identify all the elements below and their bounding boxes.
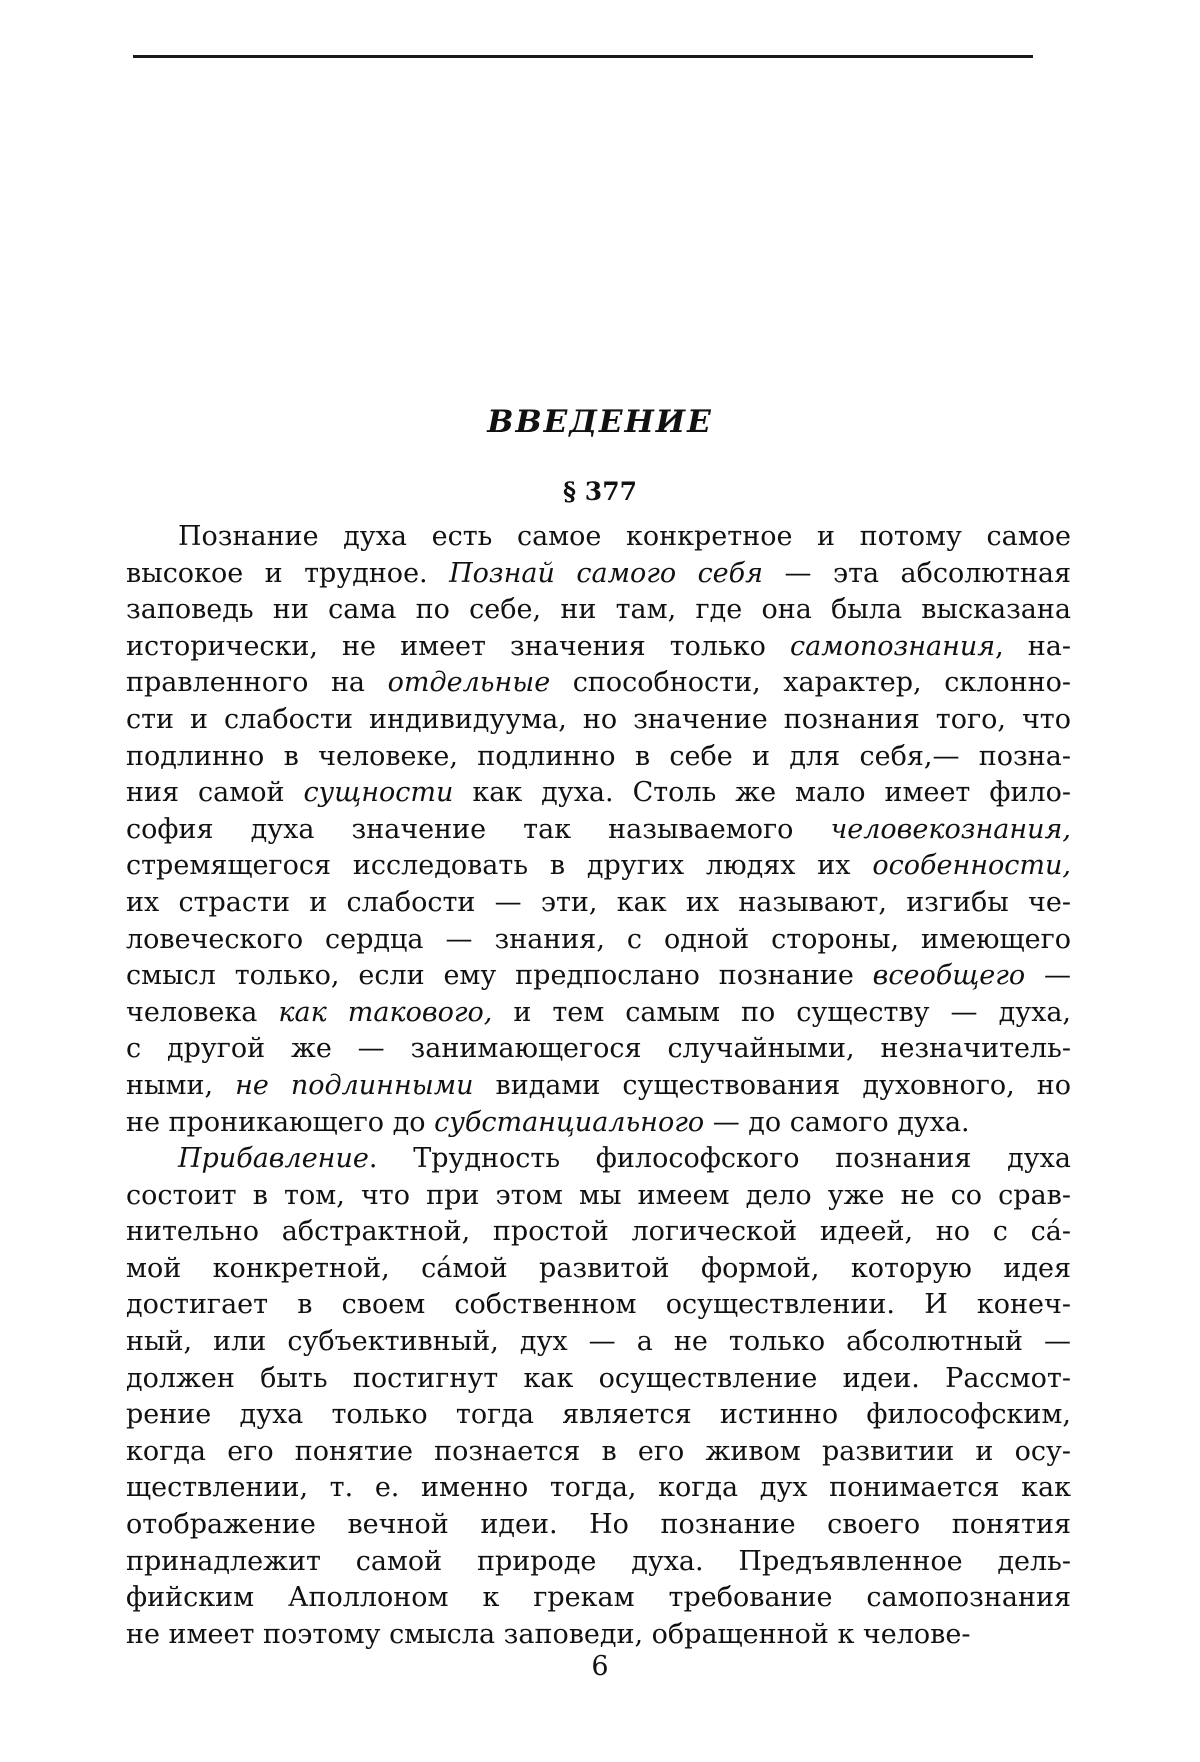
text-segment: ный, или субъективный, дух — а не только абсолютный — — [126, 1326, 1071, 1358]
text-segment: ными, — [126, 1069, 236, 1101]
text-segment: состоит в том, что при этом мы имеем дело уже не со срав- — [126, 1179, 1071, 1211]
text-segment: ния самой — [126, 777, 304, 809]
text-segment: софия духа значение так называемого — [126, 813, 831, 845]
emphasis-text: особенности, — [872, 850, 1071, 882]
emphasis-text: сущности — [303, 777, 454, 809]
text-segment: Познание духа есть самое конкретное и потому самое — [178, 521, 1071, 552]
text-segment: , на- — [995, 630, 1071, 662]
text-segment: ловеческого сердца — знания, с одной стороны, имеющего — [126, 923, 1071, 955]
text-segment: с другой же — занимающегося случайными, незначитель- — [126, 1033, 1071, 1065]
text-line — [126, 665, 1071, 702]
text-segment: способности, характер, склонно- — [550, 667, 1071, 699]
text-line — [126, 1397, 1071, 1434]
text-line — [126, 1507, 1071, 1544]
text-line — [126, 848, 1071, 885]
page-number: 6 — [591, 1651, 609, 1682]
paragraph — [126, 1141, 1071, 1653]
emphasis-text: отдельные — [387, 667, 551, 699]
text-segment: должен быть постигнут как осуществление идеи. Рассмот- — [126, 1362, 1071, 1394]
text-line — [126, 702, 1071, 739]
text-line — [126, 922, 1071, 959]
text-line — [126, 885, 1071, 922]
text-segment: их страсти и слабости — эти, как их называют, изгибы че- — [126, 886, 1071, 918]
body-text — [126, 519, 1071, 1653]
emphasis-text: человекознания, — [830, 813, 1071, 845]
text-line — [126, 1544, 1071, 1581]
text-line — [126, 1214, 1071, 1251]
text-segment: принадлежит самой природе духа. Предъявленное дель- — [126, 1545, 1071, 1577]
text-segment: не проникающего до — [126, 1106, 435, 1138]
emphasis-text: самопознания — [789, 630, 996, 662]
text-segment: как духа. Столь же мало имеет фило- — [453, 777, 1071, 809]
text-line — [126, 1470, 1071, 1507]
chapter-title: ВВЕДЕНИЕ — [487, 404, 713, 440]
text-line — [126, 1617, 1071, 1654]
text-segment: видами существования духовного, но — [473, 1069, 1071, 1101]
text-line — [126, 556, 1071, 593]
text-segment: — до самого духа. — [704, 1106, 970, 1138]
text-line — [126, 1141, 1071, 1178]
text-segment: . Трудность философского познания духа — [368, 1143, 1071, 1175]
text-line — [126, 958, 1071, 995]
text-segment: ществлении, т. е. именно тогда, когда дух понимается как — [126, 1472, 1071, 1504]
text-segment: мой конкретной, cáмой развитой формой, которую идея — [126, 1252, 1071, 1284]
text-line — [126, 1251, 1071, 1288]
paragraph — [126, 519, 1071, 1141]
text-segment: достигает в своем собственном осуществлении. И конеч- — [126, 1289, 1071, 1321]
text-line — [126, 995, 1071, 1032]
text-segment: когда его понятие познается в его живом развитии и осу- — [126, 1435, 1071, 1467]
text-line — [126, 1434, 1071, 1471]
text-segment: подлинно в человеке, подлинно в себе и для себя,— позна- — [126, 740, 1071, 772]
top-rule — [133, 55, 1033, 58]
emphasis-text: не подлинными — [235, 1069, 474, 1101]
text-line — [126, 739, 1071, 776]
emphasis-text: всеобщего — [872, 960, 1026, 992]
text-line — [126, 812, 1071, 849]
text-segment: отображение вечной идеи. Но познание своего понятия — [126, 1509, 1071, 1541]
text-segment: — — [1025, 960, 1071, 992]
text-line — [126, 1361, 1071, 1398]
text-line — [126, 629, 1071, 666]
text-line — [126, 1068, 1071, 1105]
section-number: § 377 — [563, 477, 637, 506]
text-line — [126, 775, 1071, 812]
text-line — [126, 1287, 1071, 1324]
text-line — [126, 592, 1071, 629]
emphasis-text: Прибавление — [178, 1143, 369, 1175]
text-segment: высокое и трудное. — [126, 557, 450, 589]
text-line — [126, 1031, 1071, 1068]
text-line — [126, 1580, 1071, 1617]
text-segment: стремящегося исследовать в других людях их — [126, 850, 873, 882]
text-line — [126, 1105, 1071, 1142]
text-line — [126, 1324, 1071, 1361]
text-segment: не имеет поэтому смысла заповеди, обращенной к челове- — [126, 1618, 971, 1650]
text-line — [126, 519, 1071, 556]
text-segment: исторически, не имеет значения только — [126, 630, 790, 662]
text-segment: человека — [126, 996, 279, 1028]
text-segment: рение духа только тогда является истинно философским, — [126, 1399, 1071, 1431]
text-segment: правленного на — [126, 667, 388, 699]
text-segment: сти и слабости индивидуума, но значение познания того, что — [126, 703, 1071, 735]
text-segment: смысл только, если ему предпослано познание — [126, 960, 873, 992]
text-segment: нительно абстрактной, простой логической идеей, но с cá- — [126, 1216, 1071, 1248]
emphasis-text: субстанциального — [434, 1106, 705, 1138]
text-segment: и тем самым по существу — духа, — [492, 996, 1071, 1028]
text-segment: фийским Аполлоном к грекам требование самопознания — [126, 1582, 1071, 1614]
emphasis-text: как такового, — [278, 996, 493, 1028]
text-segment: заповедь ни сама по себе, ни там, где она была высказана — [126, 594, 1071, 626]
text-segment: — эта абсолютная — [763, 557, 1072, 589]
text-line — [126, 1178, 1071, 1215]
emphasis-text: Познай самого себя — [449, 557, 764, 589]
